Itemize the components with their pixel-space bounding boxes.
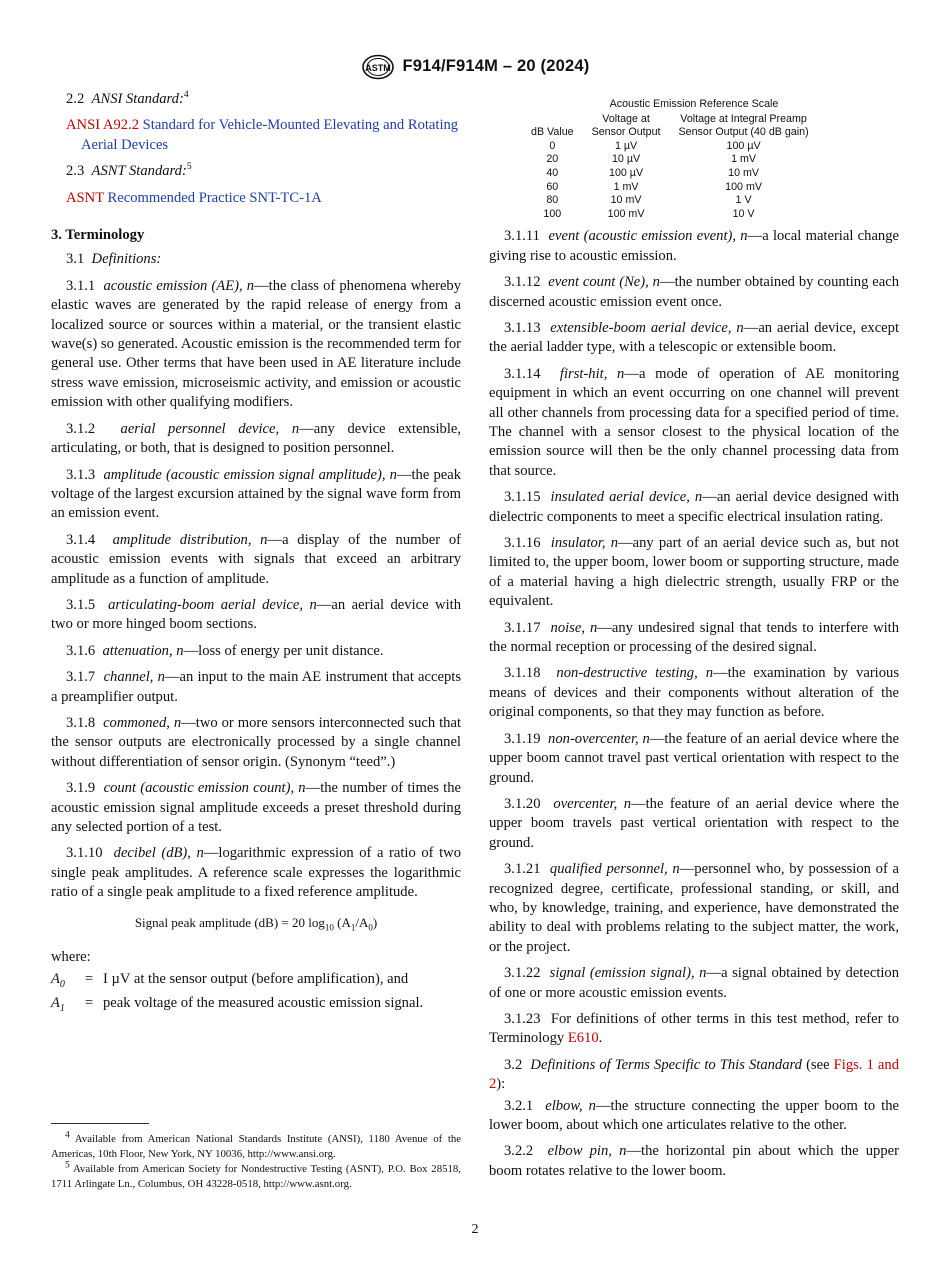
definition-term: overcenter, n <box>553 795 632 812</box>
section-2-2: 2.2 ANSI Standard:$^4$ <box>66 90 189 107</box>
definition-3-1-21: 3.1.21 qualified personnel, n—personnel who, by possession of a recognized degree, certificate, professional standing, or skill, and who, by knowledge, training, and experience, have demonstrated the ability to deal with problems relating to the subject matter, the work, or the project. <box>489 861 899 955</box>
definition-term: commoned, n <box>103 714 182 731</box>
definition-3-1-18: 3.1.18 non-destructive testing, n—the examination by various means of devices and their components without alteration of the original components, so that they may function as before. <box>489 665 900 721</box>
table-cell: 100 µV <box>609 166 644 179</box>
definition-term: amplitude (acoustic emission signal amplitude), n <box>103 466 397 483</box>
asnt-reference <box>51 189 461 208</box>
table-row <box>527 153 813 167</box>
table-cell: 100 mV <box>725 180 762 193</box>
table-row <box>527 181 813 195</box>
ansi-a92-link[interactable]: A92.2 <box>102 117 139 134</box>
e610-link[interactable]: E610 <box>567 1030 599 1047</box>
table-header: Voltage at Sensor Output <box>591 112 661 139</box>
section-3-1: 3.1 Definitions: <box>66 251 162 268</box>
table-cell: 1 V <box>735 194 752 207</box>
definition-3-1-9: 3.1.9 count (acoustic emission count), n—the number of times the acoustic emission signal amplitude exceeds a preset threshold during any selected portion of a test. <box>51 780 462 835</box>
definition-term: insulator, n <box>550 535 618 552</box>
asnt-title-link[interactable]: Recommended Practice SNT-TC-1A <box>107 189 322 206</box>
definition-3-1-10: 3.1.10 decibel (dB), n—logarithmic expression of a ratio of two single peak amplitudes. A reference scale expresses the logarithmic ratio of a single peak amplitude to a fixed reference amplitude. <box>51 845 461 901</box>
definition-term: elbow, n <box>545 1097 596 1114</box>
definition-3-1-11: 3.1.11 event (acoustic emission event), n—a local material change giving rise to acoustic emission. <box>489 228 899 264</box>
definition-3-1-14: 3.1.14 first-hit, n—a mode of operation of AE monitoring equipment in which an event occurring on one channel will prevent all other channels from processing data for a specified period of time. The channel with a sensor closest to the physical location of the emission source will then be the only channel processing data from that source. <box>489 365 900 479</box>
definition-term: non-overcenter, n <box>548 730 650 747</box>
left-column <box>51 90 461 1018</box>
table-row <box>527 167 813 181</box>
definition-term: event (acoustic emission event), n <box>548 228 748 245</box>
definition-3-1-22: 3.1.22 signal (emission signal), n—a signal obtained by detection of one or more acoustic emission events. <box>489 965 900 1001</box>
ansi-title-link[interactable]: Standard for Vehicle-Mounted Elevating and Rotating Aerial Devices <box>81 117 459 153</box>
section-2-3: 2.3 ASNT Standard:$^5$ <box>66 162 192 180</box>
section-3-2-definitions <box>489 1097 899 1182</box>
ansi-org-link[interactable]: ANSI <box>66 117 101 134</box>
definition-3-1-17: 3.1.17 noise, n—any undesired signal that tends to interfere with the normal reception or processing of the desired signal. <box>489 619 900 656</box>
where-a1: $A_1$ = peak voltage of the measured acoustic emission signal. <box>51 994 424 1014</box>
definition-3-1-3: 3.1.3 amplitude (acoustic emission signal amplitude), n—the peak voltage of the largest excursion attained by the signal wave form from an emission event. <box>51 466 461 522</box>
table-cell: 1 mV <box>731 153 757 166</box>
definition-3-1-7: 3.1.7 channel, n—an input to the main AE instrument that accepts a preamplifier output. <box>51 669 461 705</box>
table-cell: 1 µV <box>614 139 638 152</box>
definition-3-1-5: 3.1.5 articulating-boom aerial device, n—an aerial device with two or more hinged boom sections. <box>51 596 461 633</box>
table-cell: 60 <box>546 180 559 193</box>
definition-term: aerial personnel device, n <box>120 420 300 437</box>
right-definitions <box>489 227 899 1003</box>
definition-term: elbow pin, n <box>547 1143 627 1160</box>
table-cell: 100 <box>543 207 562 220</box>
definition-term: insulated aerial device, n <box>550 489 703 506</box>
definition-3-1-15: 3.1.15 insulated aerial device, n—an aerial device designed with dielectric components to meet a specific electrical insulation rating. <box>489 489 900 525</box>
definition-term: decibel (dB), n <box>113 845 204 862</box>
table-cell: 40 <box>546 166 559 179</box>
table-cell: 100 µV <box>726 139 761 152</box>
definition-term: count (acoustic emission count), n <box>103 780 306 797</box>
definition-term: articulating-boom aerial device, n <box>108 596 317 613</box>
footnotes <box>51 1132 461 1192</box>
table-cell: 100 mV <box>607 207 645 220</box>
right-column <box>489 98 899 1188</box>
definition-3-1-12: 3.1.12 event count (Ne), n—the number obtained by counting each discerned acoustic emission event once. <box>489 274 900 310</box>
table-row <box>527 194 813 208</box>
section-3-heading: 3. Terminology <box>51 227 145 244</box>
definition-3-2-2: 3.2.2 elbow pin, n—the horizontal pin about which the upper boom rotates relative to the lower boom. <box>489 1143 899 1179</box>
page-header <box>0 54 950 86</box>
definition-term: non-destructive testing, n <box>556 665 713 682</box>
definition-3-1-13: 3.1.13 extensible-boom aerial device, n—an aerial device, except the aerial ladder type, with a telescopic or extensible boom. <box>489 319 900 356</box>
where-a0: $A_0$ = I µV at the sensor output (before amplification), and <box>51 971 409 990</box>
definition-3-1-16: 3.1.16 insulator, n—any part of an aerial device such as, but not limited to, the upper boom, lower boom or supporting structure, made of a material having a high dielectric strength, usually FRP or the equivalent. <box>489 535 900 610</box>
table-row <box>527 208 813 222</box>
ansi-reference <box>51 116 461 155</box>
definition-term: noise, n <box>550 619 598 636</box>
definition-3-1-1: 3.1.1 acoustic emission (AE), n—the class of phenomena whereby elastic waves are generated by the rapid release of energy from a localized source or sources within a material, or the transient elastic wave(s) so generated. Acoustic emission is the recommended term for general use. Other terms that have been used in AE literature include stress wave emission, microseismic activity, and emission or acoustic emission with other qualifying modifiers. <box>51 277 462 411</box>
left-definitions <box>51 277 461 903</box>
table-cell: 0 <box>549 139 556 152</box>
figs-link[interactable]: Figs. 1 and 2 <box>489 1056 899 1093</box>
table-row <box>527 140 813 154</box>
table-cell: 1 mV <box>613 180 639 193</box>
table-cell: 10 mV <box>728 166 760 179</box>
table-cell: 10 mV <box>610 194 642 207</box>
svg-text:ASTM: ASTM <box>364 63 391 73</box>
definition-term: extensible-boom aerial device, n <box>550 319 744 336</box>
document-id: F914/F914M – 20 (2024) <box>402 57 590 76</box>
definition-3-1-6: 3.1.6 attenuation, n—loss of energy per unit distance. <box>66 642 384 659</box>
definition-3-1-20: 3.1.20 overcenter, n—the feature of an aerial device where the upper boom travels past vertical orientation with respect to the ground. <box>489 795 900 851</box>
footnote-divider <box>51 1123 149 1124</box>
definition-term: qualified personnel, n <box>549 861 680 878</box>
reference-scale-table <box>527 113 813 222</box>
definition-term: attenuation, n <box>102 642 184 659</box>
table-header: Voltage at Integral Preamp Sensor Output (40 dB gain) <box>678 112 809 139</box>
table-cell: 10 V <box>732 207 755 220</box>
table-cell: 20 <box>546 153 559 166</box>
definition-3-1-4: 3.1.4 amplitude distribution, n—a display of the number of acoustic emission events with signals that exceed an arbitrary amplitude as a function of amplitude. <box>51 531 461 587</box>
asnt-org-link[interactable]: ASNT <box>66 189 104 206</box>
section-3-1-23: 3.1.23 For definitions of other terms in this test method, refer to Terminology E610. <box>489 1010 899 1047</box>
table-header: dB Value <box>531 126 574 139</box>
reference-scale-title: Acoustic Emission Reference Scale <box>609 98 779 110</box>
definition-term: amplitude distribution, n <box>112 531 268 548</box>
table-cell: 80 <box>546 194 559 207</box>
definition-term: channel, n <box>103 669 165 686</box>
section-3-2: 3.2 Definitions of Terms Specific to This Standard (see Figs. 1 and 2): <box>489 1056 899 1093</box>
definition-term: signal (emission signal), n <box>549 965 707 982</box>
footnote-5: $^5$ Available from American Society for Nondestructive Testing (ASNT), P.O. Box 28518, 1711 Arlingate Ln., Columbus, OH 43228-0518, http://www.asnt.org. <box>51 1160 461 1190</box>
table-cell: 10 µV <box>611 153 641 166</box>
decibel-equation: Signal peak amplitude (dB) = 20 $\log_{10} (A_1/A_0)$ <box>134 914 378 933</box>
definition-3-1-2: 3.1.2 aerial personnel device, n—any device extensible, articulating, or both, that is designed to position personnel. <box>51 420 462 457</box>
definition-term: event count (Ne), n <box>548 274 660 291</box>
footnote-4: $^4$ Available from American National Standards Institute (ANSI), 1180 Avenue of the Americas, 10th Floor, New York, NY 10036, http://www.ansi.org. <box>51 1130 462 1160</box>
astm-logo-icon <box>361 54 395 80</box>
definition-3-2-1: 3.2.1 elbow, n—the structure connecting the upper boom to the lower boom, about which one articulates relative to the other. <box>489 1097 900 1133</box>
where-label: where: <box>51 948 91 965</box>
page-number: 2 <box>471 1222 479 1237</box>
definition-term: acoustic emission (AE), n <box>103 277 255 294</box>
definition-3-1-8: 3.1.8 commoned, n—two or more sensors interconnected such that the sensor outputs are electronically processed by a single channel without differentiation of sensor origin. (Synonym “teed”.) <box>51 714 461 770</box>
definition-term: first-hit, n <box>559 365 625 382</box>
definition-3-1-19: 3.1.19 non-overcenter, n—the feature of an aerial device where the upper boom cannot travel past vertical orientation with respect to the ground. <box>489 730 900 786</box>
